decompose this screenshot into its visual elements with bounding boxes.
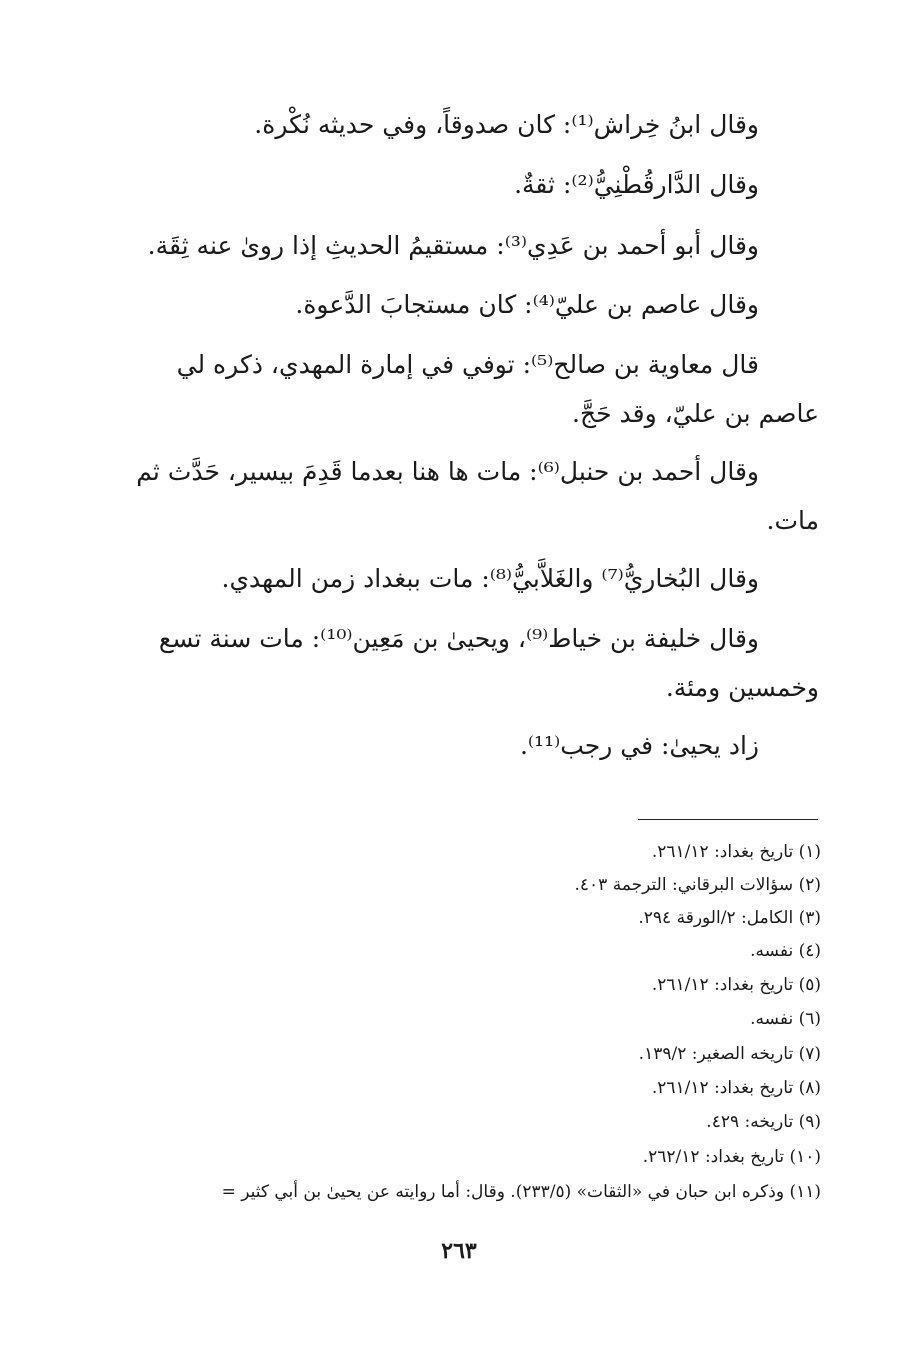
footnote: (٢) سؤالات البرقاني: الترجمة ٤٠٣. (574, 875, 821, 895)
footnote: (١١) وذكره ابن حبان في «الثقات» (٢٣٣/٥). وقال: أما روايته عن يحيىٰ بن أبي كثير = (221, 1182, 821, 1202)
footnote: (٥) تاريخ بغداد: ٢٦١/١٢. (651, 975, 821, 995)
footnote: (٣) الكامل: ٢/الورقة ٢٩٤. (638, 908, 821, 928)
body-line: عاصم بن عليّ، وقد حَجَّ. (572, 399, 819, 428)
body-line: وقال أحمد بن حنبل⁽⁶⁾: مات ها هنا بعدما قَدِمَ بيسير، حَدَّث ثم (136, 457, 759, 486)
body-line: وقال خليفة بن خياط⁽⁹⁾، ويحيىٰ بن مَعِين⁽¹⁰⁾: مات سنة تسع (158, 624, 759, 653)
body-line: قال معاوية بن صالح⁽⁵⁾: توفي في إمارة المهدي، ذكره لي (176, 350, 759, 379)
body-line: وقال الدَّارقُطْنِيُّ⁽²⁾: ثقةٌ. (514, 170, 759, 199)
footnote-separator (638, 819, 818, 820)
footnote: (٨) تاريخ بغداد: ٢٦١/١٢. (651, 1078, 821, 1098)
footnote: (٩) تاريخه: ٤٢٩. (706, 1112, 821, 1132)
footnote: (١٠) تاريخ بغداد: ٢٦٢/١٢. (642, 1147, 821, 1167)
footnote: (٧) تاريخه الصغير: ١٣٩/٢. (638, 1044, 821, 1064)
footnote: (٦) نفسه. (750, 1009, 821, 1029)
body-line: زاد يحيىٰ: في رجب⁽¹¹⁾. (519, 731, 759, 760)
page-number: ٢٦٣ (441, 1238, 477, 1264)
body-line: وقال عاصم بن عليّ⁽⁴⁾: كان مستجابَ الدَّعوة. (295, 290, 759, 319)
footnote: (١) تاريخ بغداد: ٢٦١/١٢. (651, 842, 821, 862)
body-line: وقال ابنُ خِراش⁽¹⁾: كان صدوقاً، وفي حديثه نُكْرة. (254, 110, 759, 139)
body-line: مات. (766, 506, 819, 535)
footnote: (٤) نفسه. (750, 941, 821, 961)
body-line: وقال أبو أحمد بن عَدِي⁽³⁾: مستقيمُ الحديثِ إذا روىٰ عنه ثِقَة. (147, 231, 759, 260)
body-line: وخمسين ومئة. (665, 673, 819, 702)
body-line: وقال البُخاريُّ⁽⁷⁾ والغَلاَّبيُّ⁽⁸⁾: مات ببغداد زمن المهدي. (221, 564, 759, 593)
